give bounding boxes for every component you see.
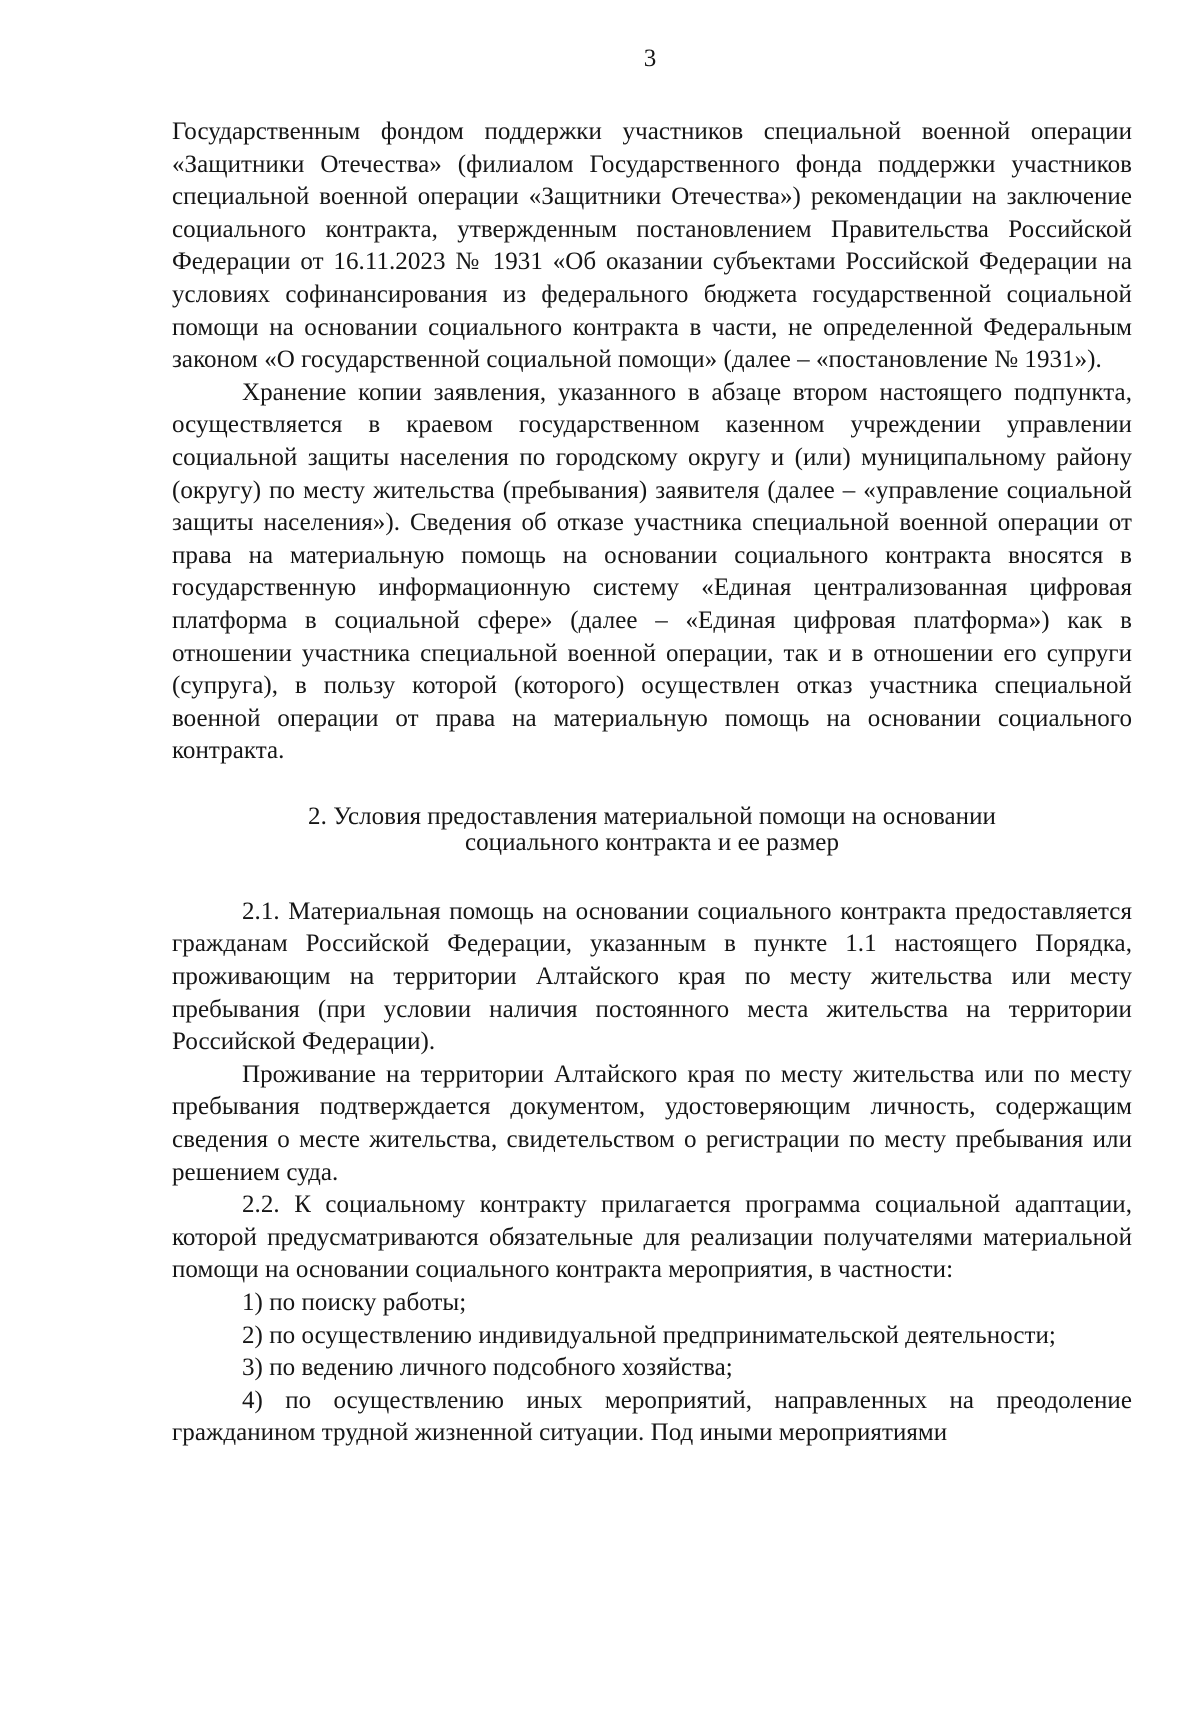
section-heading-line-2: социального контракта и ее размер [464, 828, 840, 856]
paragraph-residence-confirmation: Проживание на территории Алтайского края по месту жительства или по месту пребывания подтверждается документом, удостоверяющим личность, содержащим сведения о месте жительства, свидетельством о регистрации по месту пребывания или решением суда. [172, 1060, 1132, 1186]
list-item-other-activities: 4) по осуществлению иных мероприятий, направленных на преодоление гражданином трудной жизненной ситуации. Под иными мероприятиями [172, 1386, 1132, 1447]
section-heading-line-1: 2. Условия предоставления материальной помощи на основании [308, 802, 996, 830]
list-item-job-search: 1) по поиску работы; [242, 1289, 467, 1316]
page-number: 3 [643, 45, 657, 72]
paragraph-2-2: 2.2. К социальному контракту прилагается программа социальной адаптации, которой предусматриваются обязательные для реализации получателями материальной помощи на основании социального контракта мероприятия, в частности: [172, 1191, 1132, 1284]
paragraph-storage-of-application: Хранение копии заявления, указанного в абзаце втором настоящего подпункта, осуществляется в краевом государственном казенном учреждении управлении социальной защиты населения по городскому округу и (или) муниципальному району (округу) по месту жительства (пребывания) заявителя (далее – «управление социальной защиты населения»). Сведения об отказе участника специальной военной операции от права на материальную помощь на основании социального контракта вносятся в государственную информационную систему «Единая централизованная цифровая платформа в социальной сфере» (далее – «Единая цифровая платформа») как в отношении участника специальной военной операции, так и в отношении его супруги (супруга), в пользу которой (которого) осуществлен отказ участника специальной военной операции от права на материальную помощь на основании социального контракта. [172, 378, 1132, 765]
section-heading [172, 804, 1132, 856]
paragraph-2-1: 2.1. Материальная помощь на основании социального контракта предоставляется гражданам Российской Федерации, указанным в пункте 1.1 настоящего Порядка, проживающим на территории Алтайского края по месту жительства или месту пребывания (при условии наличия постоянного места жительства на территории Российской Федерации). [172, 897, 1132, 1056]
document-body [172, 116, 1132, 1450]
paragraph-continuation: Государственным фондом поддержки участников специальной военной операции «Защитники Отечества» (филиалом Государственного фонда поддержки участников специальной военной операции «Защитники Отечества») рекомендации на заключение социального контракта, утвержденным постановлением Правительства Российской Федерации от 16.11.2023 № 1931 «Об оказании субъектами Российской Федерации на условиях софинансирования из федерального бюджета государственной социальной помощи на основании социального контракта в части, не определенной Федеральным законом «О государственной социальной помощи» (далее – «постановление № 1931»). [172, 118, 1132, 374]
list-item-entrepreneurship: 2) по осуществлению индивидуальной предпринимательской деятельности; [242, 1321, 1056, 1349]
list-item-household-farming: 3) по ведению личного подсобного хозяйства; [242, 1354, 733, 1382]
